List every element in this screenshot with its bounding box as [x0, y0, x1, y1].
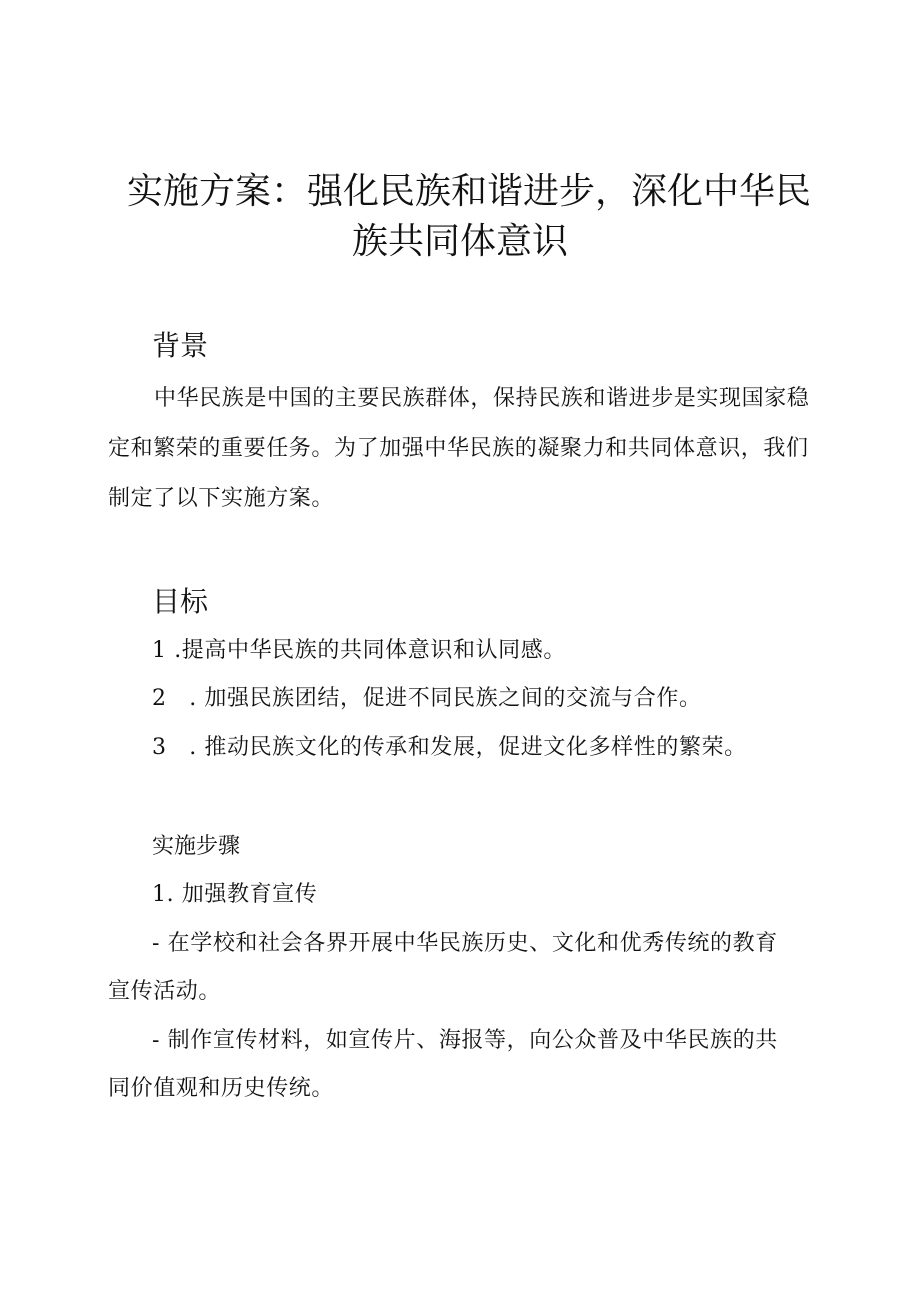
background-paragraph — [108, 374, 828, 524]
goal-item-3: 3 . 推动民族文化的传承和发展，促进文化多样性的繁荣。 — [152, 735, 747, 760]
document-title-line-2: 族共同体意识 — [351, 221, 568, 262]
step-1-bullet-1-line-2: 宣传活动。 — [108, 979, 222, 1004]
background-paragraph-text: 中华民族是中国的主要民族群体，保持民族和谐进步是实现国家稳定和繁荣的重要任务。为了加强中华民族的凝聚力和共同体意识，我们制定了以下实施方案。 — [108, 386, 810, 511]
document-title-line-1: 实施方案：强化民族和谐进步，深化中华民 — [126, 171, 811, 212]
section-heading-background: 背景 — [152, 329, 209, 362]
step-1-title: 1. 加强教育宣传 — [152, 882, 318, 907]
step-1-bullet-2-line-1: - 制作宣传材料，如宣传片、海报等，向公众普及中华民族的共 — [152, 1028, 778, 1053]
step-1-bullet-2-line-2: 同价值观和历史传统。 — [108, 1076, 335, 1101]
goal-item-1: 1 .提高中华民族的共同体意识和认同感。 — [152, 638, 566, 663]
section-heading-steps: 实施步骤 — [152, 834, 241, 859]
goal-item-2: 2 . 加强民族团结，促进不同民族之间的交流与合作。 — [152, 686, 702, 711]
step-1-bullet-1-line-1: - 在学校和社会各界开展中华民族历史、文化和优秀传统的教育 — [152, 931, 778, 956]
section-heading-goals: 目标 — [152, 585, 209, 618]
